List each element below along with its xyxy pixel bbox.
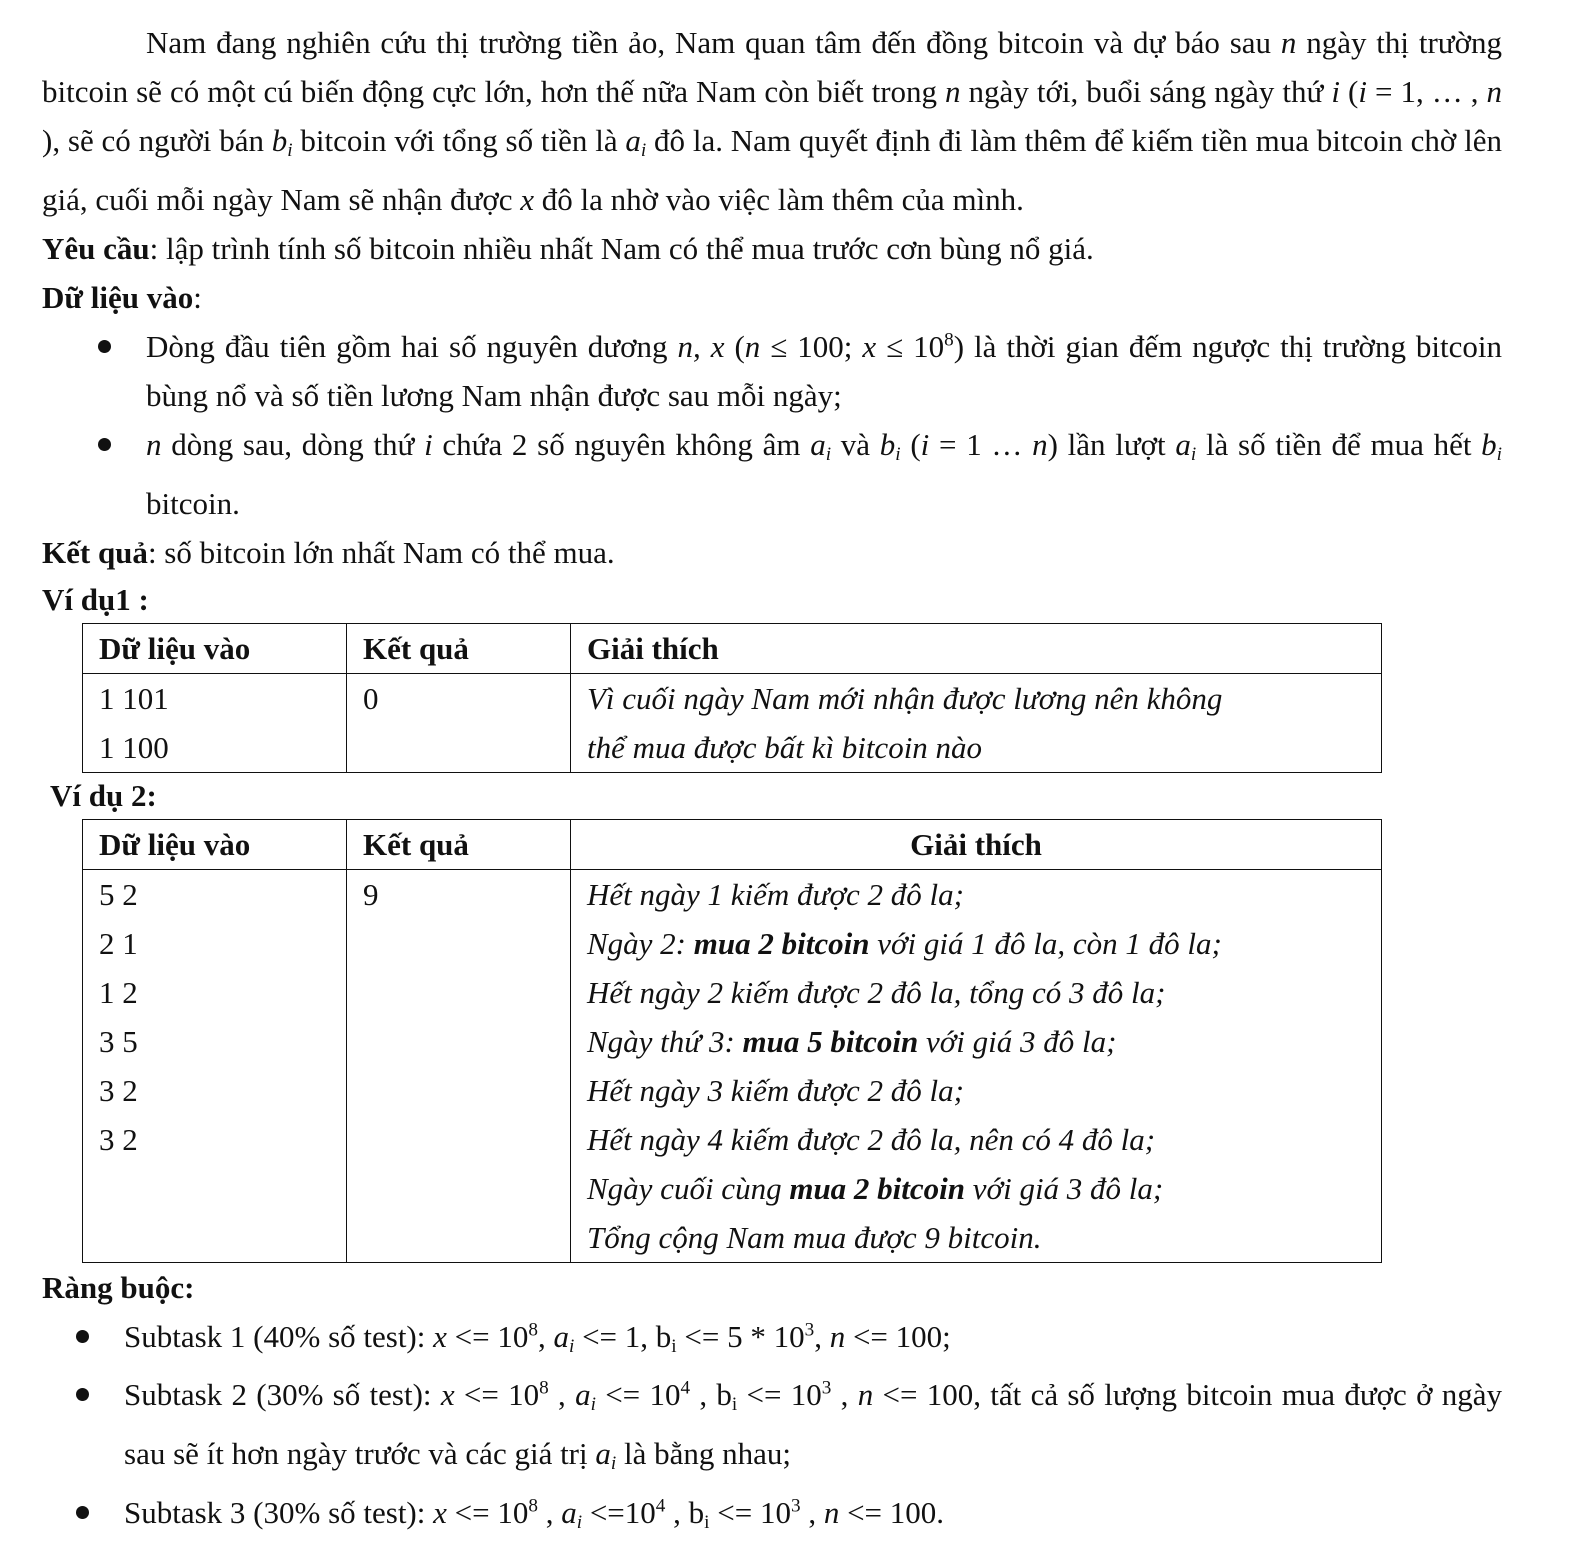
expl-text: Hết ngày 4 kiếm được 2 đô la, nên có 4 đô la; <box>587 1121 1156 1157</box>
var-b: b <box>271 123 288 158</box>
bullet-icon <box>98 438 111 451</box>
subtask-text: Subtask 1 (40% số test): <box>124 1318 434 1354</box>
expl-text: với giá 1 đô la, còn 1 đô la; <box>869 925 1222 961</box>
subtask-2 <box>42 1370 1502 1488</box>
bullet-text: ) lần lượt <box>1047 426 1176 462</box>
header-input: Dữ liệu vào <box>83 623 347 673</box>
explanation-line <box>587 1066 1365 1115</box>
intro-text: bitcoin với tổng số tiền là <box>292 123 626 158</box>
var-b: b <box>879 426 896 462</box>
subtask-text: <= 100; <box>845 1318 951 1354</box>
header-explanation: Giải thích <box>571 623 1382 673</box>
sub-i: i <box>731 1394 738 1416</box>
output-text: : số bitcoin lớn nhất Nam có thể mua. <box>147 534 615 570</box>
var-a: a <box>561 1494 577 1530</box>
exponent: 4 <box>680 1377 691 1399</box>
subtask-text: , <box>800 1494 824 1530</box>
bullet-text: = 1 … <box>929 426 1033 462</box>
var-i: i <box>1358 74 1367 109</box>
expl-bold: mua 2 bitcoin <box>789 1170 966 1206</box>
var-a: a <box>575 1377 591 1413</box>
subtask-text: <= 10 <box>446 1494 529 1530</box>
expl-text: Ngày cuối cùng <box>587 1170 790 1206</box>
exponent: 3 <box>821 1377 832 1399</box>
var-n-x: n, x <box>677 328 725 364</box>
sub-i: i <box>1190 443 1197 465</box>
explanation-cell <box>571 673 1382 772</box>
input-format-list <box>42 322 1502 528</box>
sub-i: i <box>1496 443 1503 465</box>
exponent: 4 <box>655 1495 666 1517</box>
bullet-text: ( <box>724 328 745 364</box>
var-n: n <box>1280 25 1297 60</box>
input-colon: : <box>193 279 202 315</box>
var-b: b <box>1481 426 1497 462</box>
intro-text: Nam đang nghiên cứu thị trường tiền ảo, Nam quan tâm đến đồng bitcoin và dự báo sau <box>146 25 1281 60</box>
subtask-text: Subtask 2 (30% số test): <box>124 1377 441 1413</box>
explanation-line <box>587 1213 1365 1262</box>
input-bullet-1 <box>42 322 1502 420</box>
subtask-text: , <box>537 1318 554 1354</box>
output-cell: 9 <box>347 869 571 1262</box>
expl-text: Ngày 2: <box>587 925 694 961</box>
input-line: 1 2 <box>99 974 138 1010</box>
var-i: i <box>424 426 433 462</box>
var-a: a <box>1175 426 1191 462</box>
var-a-i <box>625 123 647 161</box>
constraints-label: Ràng buộc: <box>42 1269 195 1305</box>
explanation-line: Vì cuối ngày Nam mới nhận được lương nên không <box>587 680 1223 716</box>
var-n: n <box>829 1318 846 1354</box>
var-a-i <box>595 1436 617 1474</box>
example-1-title: Ví dụ1 : <box>42 581 149 617</box>
subtask-text: , <box>831 1377 858 1413</box>
expl-text: Ngày thứ 3: <box>587 1023 743 1059</box>
subtask-text: <= 10 <box>737 1377 822 1413</box>
sub-i: i <box>671 1335 677 1357</box>
bullet-icon <box>76 1506 89 1519</box>
var-i: i <box>920 426 930 462</box>
bullet-text: ( <box>900 426 921 462</box>
subtask-text: <= 1, b <box>574 1318 672 1354</box>
exponent: 3 <box>804 1319 815 1341</box>
sub-i: i <box>590 1394 596 1416</box>
intro-text: = 1, … , <box>1366 74 1487 109</box>
subtask-text: <=10 <box>582 1494 656 1530</box>
var-n: n <box>1486 74 1502 109</box>
sub-i: i <box>704 1511 710 1533</box>
explanation-line <box>587 1017 1365 1066</box>
expl-text: với giá 3 đô la; <box>918 1023 1117 1059</box>
subtask-text: <= 100. <box>839 1494 945 1530</box>
example-2-title: Ví dụ 2: <box>50 777 157 813</box>
output-cell: 0 <box>347 673 571 772</box>
table-header-row <box>83 623 1382 673</box>
intro-paragraph <box>42 18 1502 224</box>
var-a-i <box>575 1377 596 1416</box>
input-cell <box>83 869 347 1262</box>
output-line <box>42 528 1502 577</box>
var-x: x <box>520 181 535 217</box>
var-b-i <box>1481 426 1503 465</box>
var-i: i <box>1331 74 1340 109</box>
explanation-line <box>587 1164 1365 1213</box>
exponent: 8 <box>528 1495 538 1517</box>
sub-i: i <box>895 443 901 465</box>
bullet-icon <box>76 1388 89 1401</box>
subtask-text: , <box>537 1494 562 1530</box>
var-a: a <box>553 1318 569 1354</box>
var-a-i <box>561 1494 583 1533</box>
subtask-text: Subtask 3 (30% số test): <box>124 1494 434 1530</box>
subtask-text: <= 100, tất cả số lượng bitcoin mua được ở ngày sau sẽ ít hơn ngày trước và các giá trị <box>124 1377 1503 1472</box>
expl-bold: mua 2 bitcoin <box>693 925 870 961</box>
input-label: Dữ liệu vào <box>42 279 194 315</box>
input-bullet-2 <box>42 420 1502 528</box>
var-x: x <box>433 1494 447 1530</box>
sub-i: i <box>568 1335 575 1357</box>
explanation-line <box>587 968 1365 1017</box>
var-n: n <box>1032 426 1048 462</box>
explanation-line <box>587 870 1365 919</box>
subtask-text: <= 10 <box>709 1494 791 1530</box>
sub-i: i <box>640 139 647 161</box>
example-1-table <box>82 623 1382 773</box>
input-line: 3 5 <box>99 1023 138 1059</box>
explanation-cell <box>571 869 1382 1262</box>
expl-text: Hết ngày 1 kiếm được 2 đô la; <box>587 876 964 912</box>
var-b-i <box>879 426 901 465</box>
var-n: n <box>823 1494 840 1530</box>
bullet-text: Dòng đầu tiên gồm hai số nguyên dương <box>146 328 678 364</box>
exponent: 3 <box>790 1495 801 1517</box>
expl-text: Hết ngày 2 kiếm được 2 đô la, tổng có 3 đô la; <box>587 974 1166 1010</box>
expl-text: với giá 3 đô la; <box>965 1170 1164 1206</box>
subtask-list <box>42 1312 1502 1547</box>
header-explanation: Giải thích <box>571 819 1382 869</box>
intro-text: ngày thị trường bitcoin sẽ có một cú biến động cực lớn, hơn thế nữa Nam còn biết trong <box>42 25 1502 109</box>
input-cell <box>83 673 347 772</box>
var-a-i <box>810 426 832 465</box>
var-x: x <box>433 1318 447 1354</box>
sub-i: i <box>287 139 293 161</box>
header-input: Dữ liệu vào <box>83 819 347 869</box>
subtask-1 <box>42 1312 1502 1371</box>
var-b-i <box>271 123 293 161</box>
sub-i: i <box>610 1452 617 1474</box>
bullet-text: ) là thời gian đếm ngược thị trường bitcoin bùng nổ và số tiền lương Nam nhận được sau mỗi ngày; <box>146 328 1503 413</box>
bullet-icon <box>98 340 111 353</box>
example-2-table <box>82 819 1382 1263</box>
explanation-line <box>587 919 1365 968</box>
bullet-text: ≤ 100; <box>760 328 863 364</box>
table-row <box>83 869 1382 1262</box>
bullet-icon <box>76 1330 89 1343</box>
input-line: 1 101 <box>99 680 169 716</box>
sub-i: i <box>576 1511 583 1533</box>
intro-text: ngày tới, buổi sáng ngày thứ <box>960 74 1332 109</box>
header-output: Kết quả <box>347 623 571 673</box>
var-x: x <box>862 328 877 364</box>
subtask-text: <= 10 <box>454 1377 540 1413</box>
input-line: 5 2 <box>99 876 138 912</box>
explanation-line <box>587 1115 1365 1164</box>
bullet-text: bitcoin. <box>146 485 240 521</box>
bullet-text: là số tiền để mua hết <box>1196 426 1482 462</box>
bullet-text: chứa 2 số nguyên không âm <box>432 426 811 462</box>
subtask-text: <= 5 * 10 <box>676 1318 805 1354</box>
expl-text: Hết ngày 3 kiếm được 2 đô la; <box>587 1072 964 1108</box>
subtask-text: là bằng nhau; <box>616 1436 791 1472</box>
intro-text: ( <box>1339 74 1359 109</box>
exponent: 8 <box>528 1319 538 1341</box>
var-n: n <box>744 328 761 364</box>
subtask-text: <= 10 <box>595 1377 681 1413</box>
intro-text: đô la. Nam quyết định đi làm thêm để kiếm tiền mua bitcoin chờ lên giá, cuối mỗi ngày Nam sẽ nhận được <box>42 123 1502 217</box>
bullet-text: dòng sau, dòng thứ <box>161 426 425 462</box>
var-n: n <box>146 426 162 462</box>
subtask-3 <box>42 1488 1502 1547</box>
expl-text: Tổng cộng Nam mua được 9 bitcoin. <box>587 1219 1042 1255</box>
requirement-label: Yêu cầu <box>42 230 150 266</box>
input-line: 1 100 <box>99 729 169 765</box>
intro-text: ), sẽ có người bán <box>42 123 272 158</box>
input-line: 3 2 <box>99 1072 138 1108</box>
var-a-i <box>1175 426 1197 465</box>
input-line: 2 1 <box>99 925 138 961</box>
var-a: a <box>625 123 641 158</box>
explanation-line: thể mua được bất kì bitcoin nào <box>587 729 983 765</box>
var-a: a <box>595 1436 611 1472</box>
var-n: n <box>945 74 961 109</box>
sub-i: i <box>825 443 832 465</box>
subtask-text: <= 10 <box>446 1318 529 1354</box>
var-a-i <box>553 1318 575 1357</box>
bullet-text: ≤ 10 <box>876 328 945 364</box>
output-label: Kết quả <box>42 534 148 570</box>
constraints-heading <box>42 1263 1502 1312</box>
table-header-row <box>83 819 1382 869</box>
requirement-text: : lập trình tính số bitcoin nhiều nhất Nam có thể mua trước cơn bùng nổ giá. <box>149 230 1094 266</box>
subtask-text: , <box>548 1377 576 1413</box>
var-a: a <box>810 426 826 462</box>
exponent: 8 <box>944 329 954 351</box>
input-line: 3 2 <box>99 1121 138 1157</box>
var-n: n <box>857 1377 874 1413</box>
table-row <box>83 673 1382 772</box>
expl-bold: mua 5 bitcoin <box>742 1023 919 1059</box>
input-heading <box>42 273 1502 322</box>
subtask-text: , b <box>665 1494 705 1530</box>
var-x: x <box>440 1377 455 1413</box>
intro-text: đô la nhờ vào việc làm thêm của mình. <box>534 181 1024 217</box>
subtask-text: , b <box>690 1377 732 1413</box>
subtask-text: , <box>814 1318 830 1354</box>
header-output: Kết quả <box>347 819 571 869</box>
bullet-text: và <box>831 426 880 462</box>
requirement-line <box>42 224 1502 273</box>
exponent: 8 <box>539 1377 549 1399</box>
